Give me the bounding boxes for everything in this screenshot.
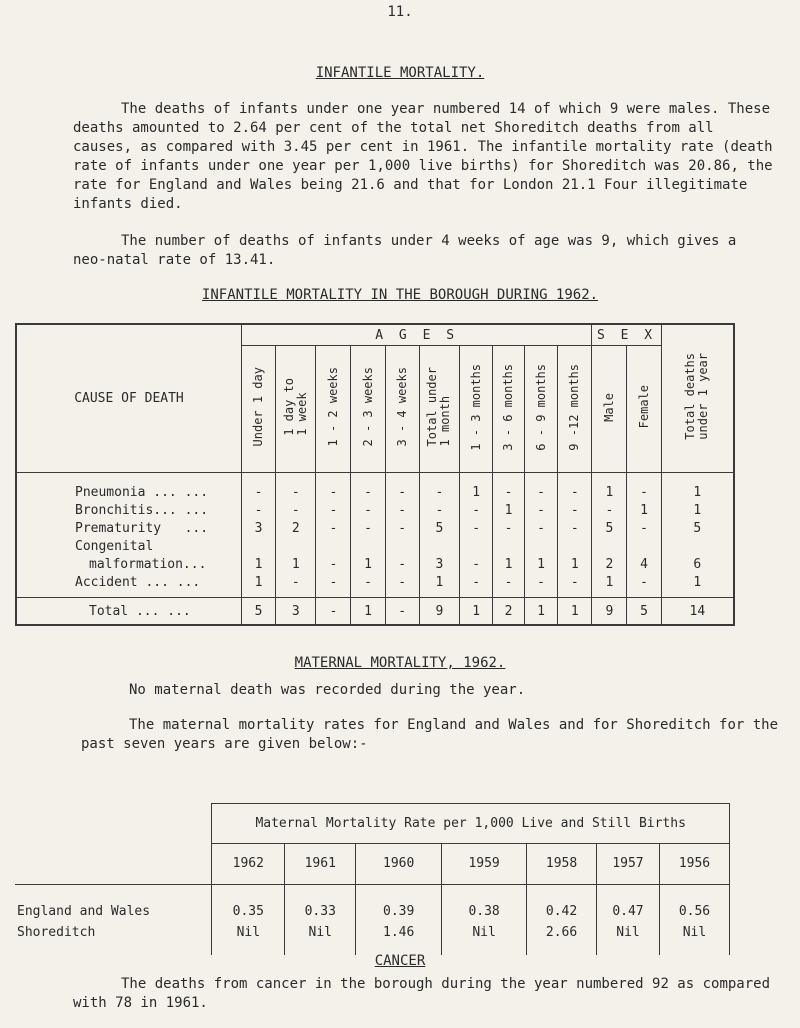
count-cell: -	[558, 573, 592, 598]
maternal-mortality-table	[15, 803, 730, 955]
count-cell: -	[558, 519, 592, 537]
count-cell: -	[524, 501, 557, 519]
total-cell: -	[316, 598, 351, 626]
count-cell: -	[316, 519, 351, 537]
count-cell: -	[385, 555, 419, 573]
rate-cell: 0.39	[356, 884, 442, 921]
count-cell: 1	[592, 473, 627, 502]
count-cell	[276, 537, 316, 555]
infant-table-row	[16, 555, 734, 573]
count-cell: -	[241, 501, 275, 519]
count-cell	[661, 537, 734, 555]
count-cell	[351, 537, 385, 555]
count-cell: -	[627, 473, 661, 502]
rate-cell: 2.66	[527, 921, 597, 955]
row-label: Shoreditch	[17, 924, 96, 940]
infant-table-row	[16, 473, 734, 502]
count-cell: -	[558, 473, 592, 502]
count-cell: -	[558, 501, 592, 519]
total-cell: -	[385, 598, 419, 626]
count-cell: -	[385, 573, 419, 598]
count-cell: -	[241, 473, 275, 502]
cause-of-death-header: CAUSE OF DEATH	[16, 324, 241, 473]
cause-label: Prematurity ...	[75, 520, 209, 536]
count-cell: -	[627, 519, 661, 537]
count-cell	[316, 537, 351, 555]
cancer-heading: CANCER	[374, 953, 426, 969]
maternal-row-england	[15, 884, 730, 921]
total-cell: 5	[241, 598, 275, 626]
total-cell: 9	[592, 598, 627, 626]
total-cell: 1	[351, 598, 385, 626]
count-cell: 1	[419, 573, 459, 598]
count-cell: 5	[419, 519, 459, 537]
count-cell: 1	[459, 473, 492, 502]
count-cell: 1	[558, 555, 592, 573]
maternal-paragraph-1: No maternal death was recorded during the year.	[129, 682, 526, 698]
maternal-paragraph-2: The maternal mortality rates for England and Wales and for Shoreditch for the past seven years are given below:-	[81, 717, 779, 752]
count-cell: 1	[351, 555, 385, 573]
rate-cell: Nil	[597, 921, 660, 955]
count-cell: -	[493, 573, 525, 598]
infant-mortality-table	[15, 323, 735, 626]
cause-label: Congenital	[75, 538, 154, 554]
total-label: Total ... ...	[16, 598, 241, 626]
count-cell: 1	[276, 555, 316, 573]
col-header-total: Total deaths under 1 year	[661, 324, 734, 473]
count-cell: -	[276, 573, 316, 598]
count-cell: -	[524, 473, 557, 502]
neonatal-paragraph: The number of deaths of infants under 4 weeks of age was 9, which gives a neo-natal rate of 13.41.	[73, 233, 737, 268]
count-cell: 2	[592, 555, 627, 573]
count-cell: -	[459, 501, 492, 519]
col-header-age: Total under 1 month	[419, 346, 459, 473]
row-label: England and Wales	[17, 903, 151, 919]
year-header: 1962	[212, 844, 285, 885]
infant-table-row	[16, 537, 734, 555]
count-cell: 4	[627, 555, 661, 573]
cause-label: Accident ... ...	[75, 574, 201, 590]
count-cell: 1	[493, 501, 525, 519]
total-cell: 9	[419, 598, 459, 626]
year-header: 1961	[285, 844, 356, 885]
count-cell: -	[316, 501, 351, 519]
count-cell: -	[459, 555, 492, 573]
infant-table-title: INFANTILE MORTALITY IN THE BOROUGH DURING 1962.	[201, 287, 599, 303]
infant-table-total-row	[16, 598, 734, 626]
count-cell: -	[419, 501, 459, 519]
year-header: 1959	[442, 844, 527, 885]
count-cell: -	[276, 473, 316, 502]
col-header-age: 9 -12 months	[558, 346, 592, 473]
total-cell: 5	[627, 598, 661, 626]
rate-cell: Nil	[285, 921, 356, 955]
count-cell	[419, 537, 459, 555]
count-cell	[592, 537, 627, 555]
col-header-age: 1 day to 1 week	[276, 346, 316, 473]
col-header-age: 3 - 4 weeks	[385, 346, 419, 473]
page-number: 11.	[387, 4, 413, 20]
total-cell: 14	[661, 598, 734, 626]
maternal-row-shoreditch	[15, 921, 730, 955]
count-cell: -	[493, 473, 525, 502]
count-cell: -	[351, 573, 385, 598]
count-cell: -	[592, 501, 627, 519]
infant-table-row	[16, 519, 734, 537]
count-cell: -	[419, 473, 459, 502]
year-header: 1958	[527, 844, 597, 885]
count-cell: 6	[661, 555, 734, 573]
infant-table-group-header	[16, 324, 734, 346]
count-cell: 5	[661, 519, 734, 537]
cause-label: Bronchitis... ...	[75, 502, 209, 518]
rate-cell: 0.42	[527, 884, 597, 921]
count-cell: -	[459, 573, 492, 598]
count-cell	[459, 537, 492, 555]
count-cell: 1	[627, 501, 661, 519]
col-header-age: 3 - 6 months	[493, 346, 525, 473]
count-cell	[558, 537, 592, 555]
infant-table-row	[16, 501, 734, 519]
count-cell: -	[276, 501, 316, 519]
infantile-mortality-heading: INFANTILE MORTALITY.	[315, 65, 485, 81]
count-cell: -	[351, 519, 385, 537]
count-cell: -	[351, 473, 385, 502]
count-cell: -	[524, 573, 557, 598]
infantile-mortality-paragraph: The deaths of infants under one year numbered 14 of which 9 were males. These deaths amounted to 2.64 per cent of the total net Shoreditch deaths from all causes, as compared with 3.45 per cent in 1961. The infantile mortality rate (death rate of infants under one year per 1,000 live births) for Shoreditch was 20.86, the rate for England and Wales being 21.6 and that for London 21.1 Four illegitimate infants died.	[73, 101, 773, 212]
count-cell: -	[385, 519, 419, 537]
count-cell: 1	[241, 555, 275, 573]
total-cell: 3	[276, 598, 316, 626]
count-cell	[493, 537, 525, 555]
cause-label: Pneumonia ... ...	[75, 484, 209, 500]
count-cell: -	[351, 501, 385, 519]
count-cell	[385, 537, 419, 555]
count-cell: 1	[592, 573, 627, 598]
count-cell: -	[316, 473, 351, 502]
cancer-paragraph: The deaths from cancer in the borough during the year numbered 92 as compared with 78 in 1961.	[73, 976, 771, 1011]
count-cell: 2	[276, 519, 316, 537]
count-cell: -	[385, 473, 419, 502]
count-cell: -	[493, 519, 525, 537]
count-cell: -	[524, 519, 557, 537]
rate-cell: Nil	[659, 921, 729, 955]
maternal-years-row	[15, 844, 730, 885]
total-cell: 1	[524, 598, 557, 626]
count-cell: 1	[661, 573, 734, 598]
col-header-age: 2 - 3 weeks	[351, 346, 385, 473]
count-cell: 1	[661, 501, 734, 519]
sex-group-header: S E X	[592, 324, 661, 346]
infant-table-row	[16, 573, 734, 598]
count-cell: 5	[592, 519, 627, 537]
rate-cell: 1.46	[356, 921, 442, 955]
rate-cell: Nil	[212, 921, 285, 955]
count-cell: 1	[524, 555, 557, 573]
count-cell: -	[316, 555, 351, 573]
ages-group-header: A G E S	[241, 324, 591, 346]
count-cell: -	[316, 573, 351, 598]
col-header-age: Under 1 day	[241, 346, 275, 473]
count-cell: 1	[241, 573, 275, 598]
rate-cell: Nil	[442, 921, 527, 955]
maternal-mortality-heading: MATERNAL MORTALITY, 1962.	[294, 655, 506, 671]
rate-cell: 0.38	[442, 884, 527, 921]
infant-table-body	[16, 473, 734, 598]
total-cell: 1	[558, 598, 592, 626]
count-cell	[241, 537, 275, 555]
cause-label: malformation...	[89, 556, 207, 572]
count-cell	[524, 537, 557, 555]
col-header-sex: Male	[592, 346, 627, 473]
count-cell: 1	[661, 473, 734, 502]
count-cell: -	[385, 501, 419, 519]
col-header-age: 1 - 2 weeks	[316, 346, 351, 473]
rate-cell: 0.56	[659, 884, 729, 921]
rate-cell: 0.33	[285, 884, 356, 921]
col-header-sex: Female	[627, 346, 661, 473]
total-cell: 1	[459, 598, 492, 626]
year-header: 1957	[597, 844, 660, 885]
count-cell: -	[627, 573, 661, 598]
year-header: 1956	[659, 844, 729, 885]
maternal-header-row	[15, 804, 730, 844]
count-cell: 3	[419, 555, 459, 573]
col-header-age: 1 - 3 months	[459, 346, 492, 473]
count-cell	[627, 537, 661, 555]
col-header-age: 6 - 9 months	[524, 346, 557, 473]
count-cell: 1	[493, 555, 525, 573]
maternal-rate-header: Maternal Mortality Rate per 1,000 Live and Still Births	[212, 804, 730, 844]
year-header: 1960	[356, 844, 442, 885]
count-cell: 3	[241, 519, 275, 537]
rate-cell: 0.35	[212, 884, 285, 921]
total-cell: 2	[493, 598, 525, 626]
count-cell: -	[459, 519, 492, 537]
rate-cell: 0.47	[597, 884, 660, 921]
